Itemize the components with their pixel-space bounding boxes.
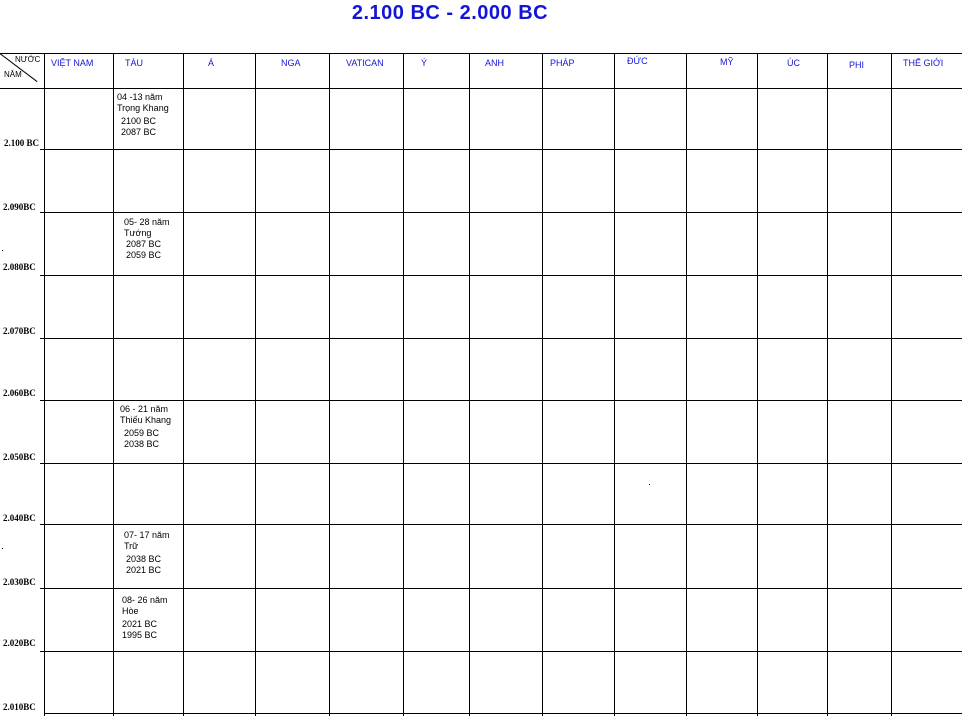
year-label: 2.080BC <box>3 262 36 272</box>
reign-entry <box>124 530 170 576</box>
row-border <box>44 275 962 276</box>
column-header-duc: ĐỨC <box>627 56 648 66</box>
column-header-vietnam: VIỆT NAM <box>51 58 94 68</box>
year-label: 2.020BC <box>3 638 36 648</box>
column-border <box>44 53 45 716</box>
column-header-nga: NGA <box>281 58 301 68</box>
year-label: 2.090BC <box>3 202 36 212</box>
row-border <box>44 212 962 213</box>
year-label: 2.040BC <box>3 513 36 523</box>
year-label: 2.060BC <box>3 388 36 398</box>
stray-dot <box>2 250 3 251</box>
reign-end: 1995 BC <box>122 630 158 640</box>
year-label: 2.030BC <box>3 577 36 587</box>
column-header-phi: PHI <box>849 60 865 70</box>
reign-end: 2038 BC <box>124 439 160 449</box>
reign-end: 2021 BC <box>126 565 162 575</box>
column-header-y: Ý <box>421 58 428 68</box>
column-border <box>686 53 687 716</box>
row-border <box>44 588 962 589</box>
column-border <box>891 53 892 716</box>
reign-duration: 05- 28 năm <box>124 217 170 227</box>
stray-dot <box>2 548 3 549</box>
page-title: 2.100 BC - 2.000 BC <box>351 2 549 24</box>
reign-duration: 07- 17 năm <box>124 530 170 540</box>
corner-label-country: NƯỚC <box>15 55 41 64</box>
column-border <box>827 53 828 716</box>
reign-entry <box>117 92 169 138</box>
table-top-border <box>0 53 962 54</box>
reign-duration: 06 - 21 năm <box>120 404 169 414</box>
year-label: 2.010BC <box>3 702 36 712</box>
row-border <box>44 713 962 714</box>
row-border <box>44 149 962 150</box>
column-border <box>183 53 184 716</box>
ruler-name: Tướng <box>124 228 152 238</box>
column-header-phap: PHÁP <box>550 58 575 68</box>
reign-start: 2059 BC <box>124 428 160 438</box>
row-border <box>44 651 962 652</box>
column-header-uc: ÚC <box>787 58 800 68</box>
stray-dot <box>649 484 650 485</box>
ruler-name: Trọng Khang <box>117 103 169 113</box>
ruler-name: Hòe <box>122 606 139 616</box>
column-border <box>329 53 330 716</box>
reign-end: 2059 BC <box>126 250 162 260</box>
column-header-a: Á <box>208 58 215 68</box>
reign-duration: 08- 26 năm <box>122 595 168 605</box>
column-border <box>469 53 470 716</box>
reign-start: 2100 BC <box>121 116 157 126</box>
year-label: 2.100 BC <box>4 138 40 148</box>
reign-end: 2087 BC <box>121 127 157 137</box>
row-border <box>44 524 962 525</box>
reign-start: 2087 BC <box>126 239 162 249</box>
column-border <box>113 53 114 716</box>
row-border <box>44 338 962 339</box>
column-border <box>255 53 256 716</box>
column-header-anh: ANH <box>485 58 505 68</box>
reign-entry <box>122 595 168 641</box>
row-border <box>44 463 962 464</box>
column-header-the-gioi: THẾ GIỚI <box>903 58 944 68</box>
year-label: 2.070BC <box>3 326 36 336</box>
year-label: 2.050BC <box>3 452 36 462</box>
ruler-name: Thiếu Khang <box>120 415 172 425</box>
row-border <box>44 400 962 401</box>
reign-start: 2021 BC <box>122 619 158 629</box>
column-border <box>757 53 758 716</box>
column-header-vatican: VATICAN <box>346 58 384 68</box>
column-header-tau: TÀU <box>125 58 143 68</box>
corner-label-year: NĂM <box>4 70 22 79</box>
reign-start: 2038 BC <box>126 554 162 564</box>
column-border <box>403 53 404 716</box>
reign-entry <box>124 217 170 261</box>
reign-entry <box>120 404 171 450</box>
column-border <box>614 53 615 716</box>
header-bottom-border <box>0 88 962 89</box>
ruler-name: Trữ <box>124 541 139 551</box>
column-border <box>542 53 543 716</box>
reign-duration: 04 -13 năm <box>117 92 163 102</box>
column-header-my: MỸ <box>720 57 734 67</box>
